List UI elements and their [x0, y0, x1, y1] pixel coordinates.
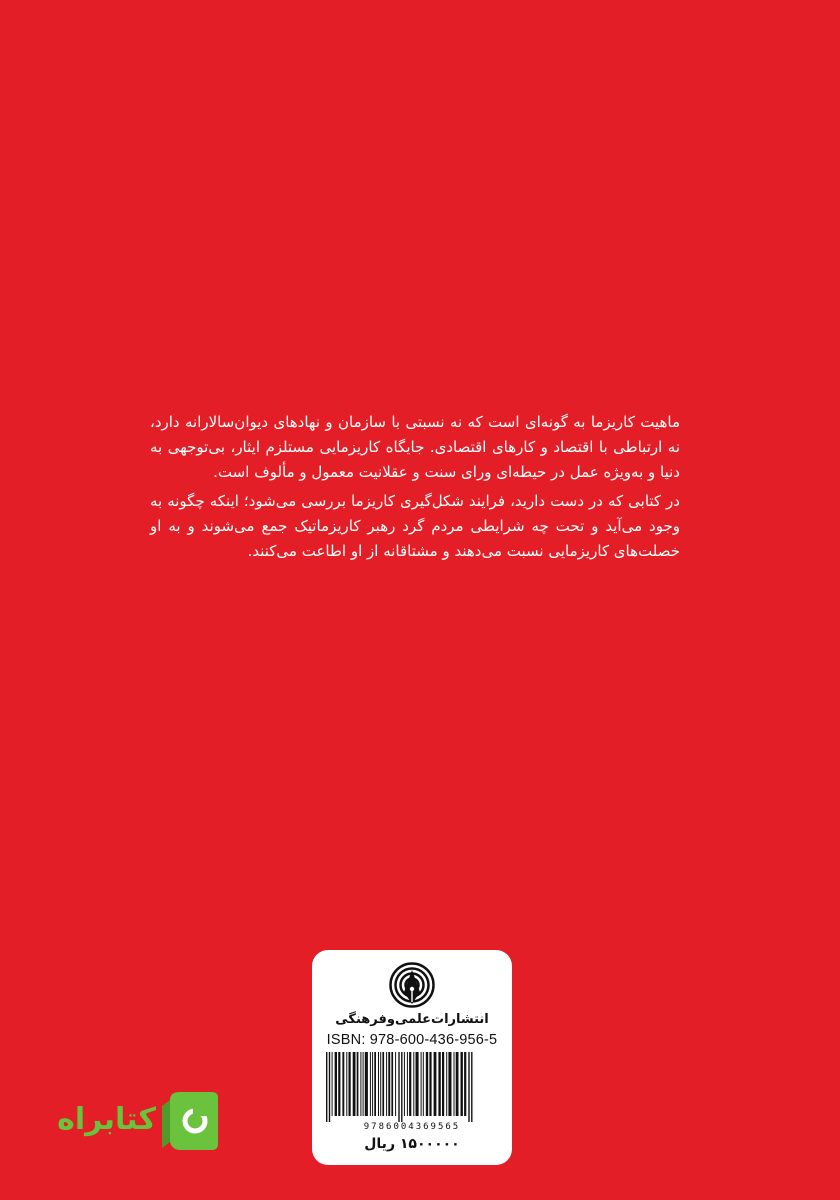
barcode-bar	[357, 1052, 359, 1116]
back-cover-blurb	[150, 410, 680, 568]
ketabrah-watermark	[38, 1088, 218, 1158]
barcode-bar	[382, 1052, 384, 1116]
barcode-bar	[338, 1052, 340, 1116]
barcode-bar	[342, 1052, 344, 1116]
barcode-bar	[429, 1052, 431, 1116]
barcode-bar	[446, 1052, 447, 1116]
barcode-bar	[448, 1052, 451, 1116]
barcode-bar	[413, 1052, 414, 1116]
barcode-bar	[326, 1052, 327, 1122]
barcode-bar	[349, 1052, 351, 1116]
barcode-bar	[442, 1052, 444, 1116]
barcode-bar	[426, 1052, 428, 1116]
barcode-bar	[461, 1052, 463, 1116]
barcode-bar	[438, 1052, 440, 1116]
barcode-bar	[353, 1052, 356, 1116]
barcode-bar	[335, 1052, 337, 1116]
barcode-bar	[404, 1052, 405, 1116]
barcode-bar	[363, 1052, 364, 1116]
barcode-bar	[332, 1052, 333, 1116]
barcode-bars	[324, 1052, 500, 1122]
barcode-bar	[365, 1052, 368, 1116]
barcode-bar	[388, 1052, 390, 1116]
barcode-bar	[374, 1052, 376, 1116]
barcode-bar	[380, 1052, 381, 1116]
book-logo-icon	[162, 1090, 218, 1152]
publisher-logo-icon	[389, 962, 435, 1008]
barcode-bar	[391, 1052, 393, 1116]
barcode-bar	[456, 1052, 459, 1116]
barcode-bar	[423, 1052, 424, 1116]
barcode-bar	[386, 1052, 387, 1116]
blurb-paragraph-1: ماهیت کاریزما به گونه‌ای است که نه نسبتی با سازمان و نهادهای دیوان‌سالارانه دارد، نه ارتباطی با اقتصاد و کارهای اقتصادی. جایگاه کاریزمایی مستلزم ایثار، بی‌توجهی به دنیا و به‌ویژه عمل در حیطه‌ای ورای سنت و عقلانیت معمول و مألوف است.	[150, 413, 680, 481]
publisher-name: انتشارات‌علمی‌وفرهنگی	[335, 1012, 489, 1027]
barcode-bar	[401, 1052, 402, 1122]
barcode-bar	[464, 1052, 466, 1116]
barcode-bar	[346, 1052, 347, 1116]
barcode-bar	[409, 1052, 411, 1116]
barcode-bar	[471, 1052, 472, 1122]
barcode-bar	[378, 1052, 379, 1116]
barcode-bar	[329, 1052, 330, 1122]
blurb-paragraph-2: در کتابی که در دست دارید، فرایند شکل‌گیری کاریزما بررسی می‌شود؛ اینکه چگونه به وجود می‌آید و تحت چه شرایطی مردم گرد رهبر کاریزماتیک جمع می‌شوند و به او خصلت‌های کاریزمایی نسبت می‌دهند و مشتاقانه از او اطاعت می‌کنند.	[150, 492, 680, 560]
isbn-text: ISBN: 978-600-436-956-5	[326, 1032, 498, 1048]
barcode-digits: 9786004369565	[363, 1122, 461, 1132]
barcode-label	[312, 950, 512, 1165]
watermark-text: کتابراه	[57, 1102, 156, 1137]
barcode-bar	[398, 1052, 399, 1122]
barcode-bar	[468, 1052, 469, 1122]
barcode-bar	[370, 1052, 371, 1116]
barcode-bar	[454, 1052, 455, 1116]
barcode-bar	[372, 1052, 373, 1116]
barcode-bar	[421, 1052, 422, 1116]
barcode-bar	[434, 1052, 437, 1116]
barcode-bar	[395, 1052, 396, 1116]
barcode-bar	[360, 1052, 361, 1116]
barcode-bar	[407, 1052, 408, 1116]
barcode-bar	[416, 1052, 419, 1116]
price: ۱۵۰۰۰۰۰ ریال	[364, 1136, 460, 1152]
